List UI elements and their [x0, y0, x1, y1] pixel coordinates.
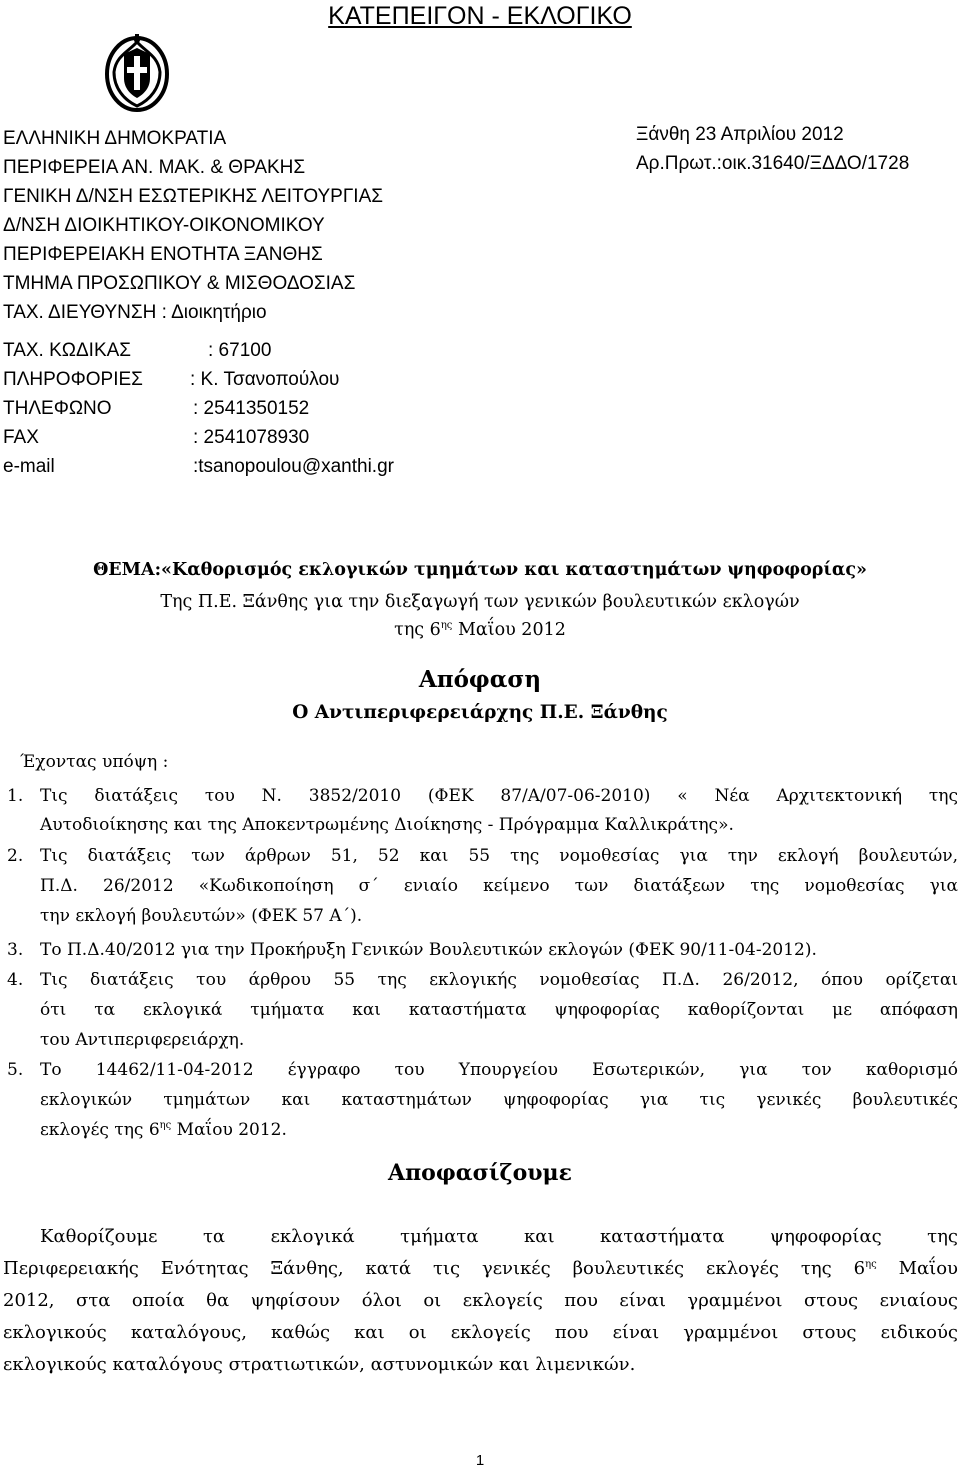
decide-line-2-text: Περιφερειακής Ενότητας Ξάνθης, κατά τις γενικές βουλευτικές εκλογές της 6	[3, 1258, 866, 1279]
field-value: :tsanopoulou@xanthi.gr	[193, 456, 394, 477]
subject-line-3-text: της 6	[394, 620, 441, 640]
item-text: ότι τα εκλογικά τμήματα και καταστήματα ψηφοφορίας καθορίζονται με απόφαση	[40, 1000, 958, 1020]
item-5-line-3	[40, 1120, 287, 1140]
item-text: Π.Δ. 26/2012 «Κωδικοποίηση σ΄ ενιαίο κείμενο των διατάξεων της νομοθεσίας για	[40, 876, 958, 896]
decide-line-3	[3, 1290, 958, 1311]
urgent-heading: ΚΑΤΕΠΕΙΓΟΝ - ΕΚΛΟΓΙΚΟ	[328, 2, 632, 30]
field-value: : Κ. Τσανοπούλου	[190, 369, 340, 390]
header-field-email	[3, 456, 394, 485]
item-text: Τις διατάξεις των άρθρων 51, 52 και 55 της νομοθεσίας για την εκλογή βουλευτών,	[40, 846, 958, 866]
item-4-line-2	[40, 1000, 958, 1020]
header-field-phone	[3, 398, 310, 427]
field-label: FAX	[3, 427, 39, 448]
header-line-7: ΤΑΧ. ΔΙΕΥΘΥΝΣΗ : Διοικητήριο	[3, 302, 267, 323]
item-2-line-1	[40, 846, 958, 866]
item-text: εκλογικών τμημάτων και καταστημάτων ψηφοφορίας για τις γενικές βουλευτικές	[40, 1090, 958, 1110]
field-value: : 2541350152	[193, 398, 310, 419]
subject-line-3-end: Μαΐου 2012	[452, 620, 566, 640]
field-label: ΤΑΧ. ΚΩΔΙΚΑΣ	[3, 340, 132, 361]
considering-label: Έχοντας υπόψη :	[20, 752, 169, 772]
item-4-line-1	[40, 970, 958, 990]
item-4-line-3: του Αντιπεριφερειάρχη.	[40, 1030, 245, 1050]
document-date: Ξάνθη 23 Απριλίου 2012	[636, 124, 844, 145]
subject-line-3	[0, 620, 960, 640]
item-number: 4.	[7, 970, 24, 990]
header-field-fax	[3, 427, 310, 456]
decide-line-2	[3, 1258, 958, 1279]
field-value: : 67100	[208, 340, 272, 361]
item-5-end: Μαΐου 2012.	[171, 1120, 287, 1140]
decide-text: Καθορίζουμε τα εκλογικά τμήματα και καταστήματα ψηφοφορίας της	[40, 1226, 958, 1247]
item-1-line-1	[40, 786, 958, 806]
header-line-6: ΤΜΗΜΑ ΠΡΟΣΩΠΙΚΟΥ & ΜΙΣΘΟΔΟΣΙΑΣ	[3, 273, 356, 294]
page-number: 1	[475, 1452, 485, 1469]
subject-line-2: Της Π.Ε. Ξάνθης για την διεξαγωγή των γενικών βουλευτικών εκλογών	[160, 592, 800, 612]
item-text: Τις διατάξεις του άρθρου 55 της εκλογικής νομοθεσίας Π.Δ. 26/2012, όπου ορίζεται	[40, 970, 958, 990]
item-text: Τις διατάξεις του Ν. 3852/2010 (ΦΕΚ 87/Α/07-06-2010) « Νέα Αρχιτεκτονική της	[40, 786, 958, 806]
protocol-number: Αρ.Πρωτ.:οικ.31640/ΞΔΔΟ/1728	[636, 153, 910, 174]
item-5-text: εκλογές της 6	[40, 1120, 160, 1140]
decide-line-4	[3, 1322, 958, 1343]
header-line-4: Δ/ΝΣΗ ΔΙΟΙΚΗΤΙΚΟΥ-ΟΙΚΟΝΟΜΙΚΟΥ	[3, 215, 325, 236]
field-value: : 2541078930	[193, 427, 310, 448]
decision-title: Απόφαση	[418, 666, 542, 693]
header-line-2: ΠΕΡΙΦΕΡΕΙΑ ΑΝ. ΜΑΚ. & ΘΡΑΚΗΣ	[3, 157, 306, 178]
decide-title: Αποφασίζουμε	[388, 1160, 572, 1186]
item-3-line-1: Το Π.Δ.40/2012 για την Προκήρυξη Γενικών Βουλευτικών εκλογών (ΦΕΚ 90/11-04-2012).	[40, 940, 817, 960]
header-line-5: ΠΕΡΙΦΕΡΕΙΑΚΗ ΕΝΟΤΗΤΑ ΞΑΝΘΗΣ	[3, 244, 323, 265]
item-5-sup: ης	[159, 1120, 172, 1131]
item-1-line-2: Αυτοδιοίκησης και της Αποκεντρωμένης Διοίκησης - Πρόγραμμα Καλλικράτης».	[40, 815, 734, 835]
item-5-line-2	[40, 1090, 958, 1110]
item-2-line-3: την εκλογή βουλευτών» (ΦΕΚ 57 Α΄).	[40, 906, 363, 926]
greek-coat-of-arms-icon	[104, 34, 170, 112]
decide-line-1	[40, 1226, 958, 1247]
field-label: ΤΗΛΕΦΩΝΟ	[3, 398, 112, 419]
header-field-postcode	[3, 340, 272, 369]
item-number: 2.	[7, 846, 24, 866]
decide-line-2-sup: ης	[865, 1259, 877, 1270]
item-number: 5.	[7, 1060, 24, 1080]
item-5-line-1	[40, 1060, 958, 1080]
field-label: ΠΛΗΡΟΦΟΡΙΕΣ	[3, 369, 143, 390]
decide-line-5: εκλογικούς καταλόγους στρατιωτικών, αστυνομικών και λιμενικών.	[3, 1354, 636, 1375]
decide-line-2-end: Μαΐου	[876, 1258, 958, 1279]
header-field-info	[3, 369, 340, 398]
item-2-line-2	[40, 876, 958, 896]
decide-text: 2012, στα οποία θα ψηφίσουν όλοι οι εκλογείς που είναι γραμμένοι στους ενιαίους	[3, 1290, 958, 1311]
subject-line-1: ΘΕΜΑ:«Καθορισμός εκλογικών τμημάτων και καταστημάτων ψηφοφορίας»	[93, 560, 867, 580]
header-line-3: ΓΕΝΙΚΗ Δ/ΝΣΗ ΕΣΩΤΕΡΙΚΗΣ ΛΕΙΤΟΥΡΓΙΑΣ	[3, 186, 383, 207]
item-number: 3.	[7, 940, 24, 960]
item-text: Το 14462/11-04-2012 έγγραφο του Υπουργείου Εσωτερικών, για τον καθορισμό	[40, 1060, 958, 1080]
decide-text: εκλογικούς καταλόγους, καθώς και οι εκλογείς που είναι γραμμένοι στους ειδικούς	[3, 1322, 958, 1343]
decision-subtitle: Ο Αντιπεριφερειάρχης Π.Ε. Ξάνθης	[292, 702, 668, 723]
decide-text-2	[3, 1258, 958, 1279]
header-line-1: ΕΛΛΗΝΙΚΗ ΔΗΜΟΚΡΑΤΙΑ	[3, 128, 227, 149]
subject-line-3-sup: ης	[440, 620, 453, 631]
field-label: e-mail	[3, 456, 55, 477]
item-number: 1.	[7, 786, 24, 806]
